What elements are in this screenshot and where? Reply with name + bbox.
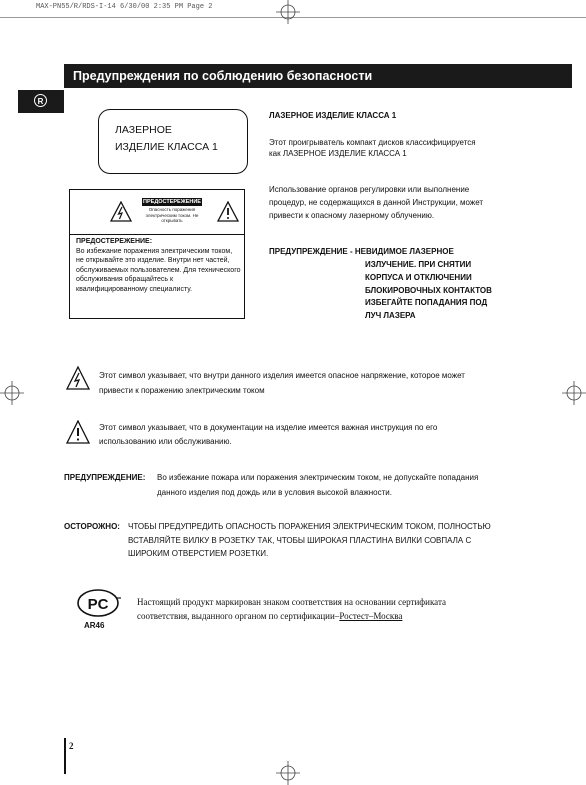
warning-line2: данного изделия под дождь или в условия высокой влажности. bbox=[157, 488, 392, 497]
page-edge-rule bbox=[64, 738, 66, 774]
laser-warning-line5: ИЗБЕГАЙТЕ ПОПАДАНИЯ ПОД bbox=[365, 298, 488, 307]
warning-label: ПРЕДУПРЕЖДЕНИЕ: bbox=[64, 473, 146, 482]
caution-line3: ШИРОКИМ ОТВЕРСТИЕМ РОЗЕТКИ. bbox=[128, 549, 269, 558]
laser-warning-line6: ЛУЧ ЛАЗЕРА bbox=[365, 311, 416, 320]
laser-warning-line1: ПРЕДУПРЕЖДЕНИЕ - НЕВИДИМОЕ ЛАЗЕРНОЕ bbox=[269, 247, 454, 256]
caution-label-body: Опасность поражения электрическим током. Не открывать bbox=[145, 207, 199, 223]
laser-para2-line1: Использование органов регулировки или выполнение bbox=[269, 185, 470, 194]
registration-mark-left bbox=[0, 381, 24, 405]
rostest-certification-logo bbox=[76, 588, 122, 618]
laser-heading: ЛАЗЕРНОЕ ИЗДЕЛИЕ КЛАССА 1 bbox=[269, 111, 397, 120]
registration-mark-right bbox=[562, 381, 586, 405]
laser-para2-line3: привести к опасному лазерному облучению. bbox=[269, 211, 435, 220]
page-number: 2 bbox=[69, 741, 74, 751]
certification-line2 bbox=[137, 611, 402, 621]
lightning-warning-icon bbox=[110, 201, 132, 222]
caution-label-description: Во избежание поражения электрическим током, не открывайте это изделие. Внутри нет частей, обслуживаемых пользователем. Для технического обслуживания обращайтесь к квалифицированному специалисту. bbox=[76, 247, 241, 293]
caution-label-head: ПРЕДОСТЕРЕЖЕНИЕ bbox=[143, 199, 201, 205]
laser-class-line1: ЛАЗЕРНОЕ bbox=[115, 124, 172, 136]
certification-code: AR46 bbox=[84, 621, 105, 630]
page-title: Предупреждения по соблюдению безопасности bbox=[64, 64, 572, 88]
registration-mark-bottom bbox=[276, 761, 300, 785]
print-slug: MAX-PN55/R/RDS-I-14 6/30/00 2:35 PM Page 2 bbox=[36, 3, 213, 11]
symbol1-line2: привести к поражению электрическим током bbox=[99, 386, 265, 395]
lightning-symbol-icon bbox=[66, 366, 90, 390]
laser-class-line2: ИЗДЕЛИЕ КЛАССА 1 bbox=[115, 141, 218, 153]
caution-line2: ВСТАВЛЯЙТЕ ВИЛКУ В РОЗЕТКУ ТАК, ЧТОБЫ ШИРОКАЯ ПЛАСТИНА ВИЛКИ СОВПАЛА С bbox=[128, 536, 472, 545]
symbol1-line1: Этот символ указывает, что внутри данного изделия имеется опасное напряжение, которое может bbox=[99, 371, 465, 380]
exclamation-symbol-icon bbox=[66, 420, 90, 444]
caution-label-top bbox=[70, 190, 244, 235]
laser-class-label bbox=[98, 109, 248, 174]
laser-warning-line3: КОРПУСА И ОТКЛЮЧЕНИИ bbox=[365, 273, 472, 282]
language-tab-label: R bbox=[34, 94, 47, 107]
laser-para2-line2: процедур, не содержащихся в данной Инструкции, может bbox=[269, 198, 484, 207]
caution-warning-label: ОСТОРОЖНО: bbox=[64, 522, 120, 531]
language-tab bbox=[18, 90, 64, 113]
caution-label-title: ПРЕДОСТЕРЕЖЕНИЕ: bbox=[76, 238, 153, 245]
laser-para1-line1: Этот проигрыватель компакт дисков классифицируется bbox=[269, 138, 476, 147]
caution-label-text bbox=[76, 237, 241, 295]
caution-label bbox=[69, 189, 245, 319]
certification-line1: Настоящий продукт маркирован знаком соответствия на основании сертификата bbox=[137, 597, 446, 607]
registration-mark-top bbox=[276, 0, 300, 24]
certification-line2-text: соответствия, выданного органом по сертификации– bbox=[137, 611, 340, 621]
symbol2-line1: Этот символ указывает, что в документации на изделие имеется важная инструкция по его bbox=[99, 423, 438, 432]
laser-warning-line4: БЛОКИРОВОЧНЫХ КОНТАКТОВ bbox=[365, 286, 492, 295]
warning-line1: Во избежание пожара или поражения электрическим током, не допускайте попадания bbox=[157, 473, 479, 482]
caution-line1: ЧТОБЫ ПРЕДУПРЕДИТЬ ОПАСНОСТЬ ПОРАЖЕНИЯ ЭЛЕКТРИЧЕСКИМ ТОКОМ, ПОЛНОСТЬЮ bbox=[128, 522, 491, 531]
certification-body-link: Ростест–Москва bbox=[339, 611, 403, 621]
rostest-logo-text: PC bbox=[87, 596, 109, 613]
laser-warning-line2: ИЗЛУЧЕНИЕ. ПРИ СНЯТИИ bbox=[365, 260, 472, 269]
exclamation-warning-icon bbox=[217, 201, 239, 222]
symbol2-line2: использованию или обслуживанию. bbox=[99, 437, 232, 446]
laser-para1-line2: как ЛАЗЕРНОЕ ИЗДЕЛИЕ КЛАССА 1 bbox=[269, 149, 407, 158]
